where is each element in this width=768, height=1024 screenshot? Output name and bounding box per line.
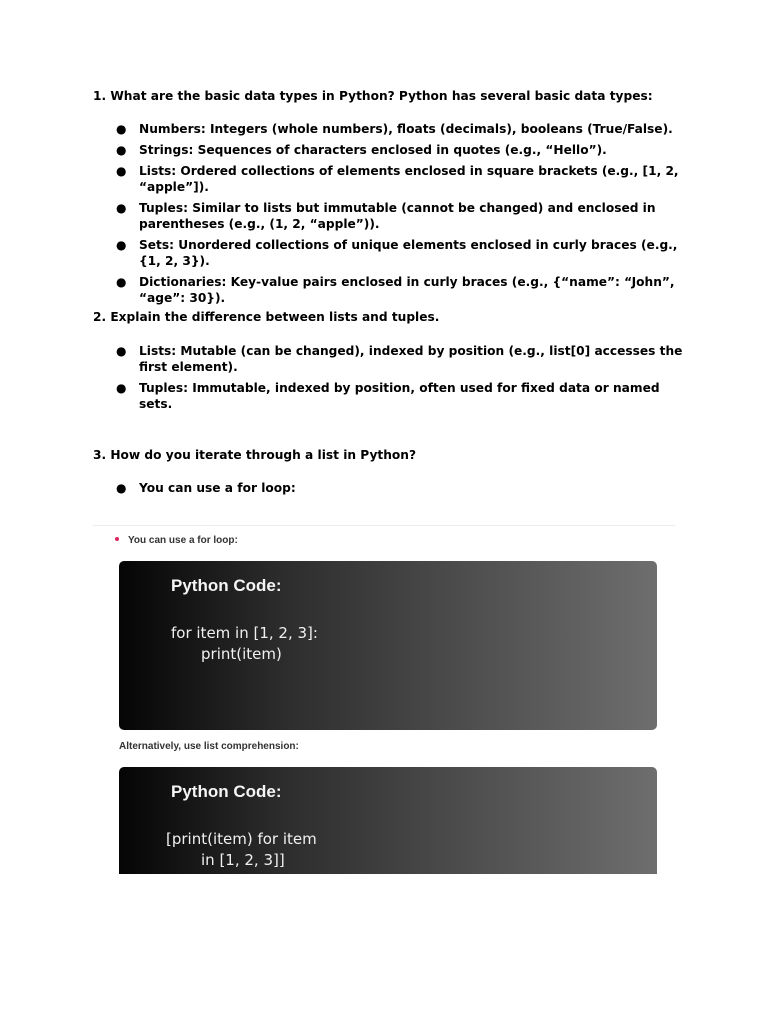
code-box-title: Python Code:: [171, 576, 282, 595]
list-item-text: You can use a for loop:: [139, 481, 296, 495]
bullet-icon: ●: [116, 238, 127, 252]
list-item: [93, 343, 683, 375]
question-1-heading: 1. What are the basic data types in Python? Python has several basic data types:: [93, 89, 653, 103]
list-item: [93, 142, 683, 158]
question-3-heading: 3. How do you iterate through a list in Python?: [93, 448, 417, 462]
bullet-icon: ●: [116, 275, 127, 289]
bullet-icon: ●: [116, 381, 127, 395]
bullet-icon: ●: [116, 201, 127, 215]
list-item: [93, 121, 683, 137]
list-item: [93, 237, 683, 269]
list-item: [93, 163, 683, 195]
code-line: [print(item) for item: [166, 830, 317, 848]
code-line: print(item): [201, 645, 282, 663]
list-item-text: Tuples: Immutable, indexed by position, often used for fixed data or named sets.: [139, 381, 660, 411]
question-2-list: [93, 343, 683, 417]
code-box-title: Python Code:: [171, 782, 282, 801]
bullet-icon: ●: [116, 143, 127, 157]
bullet-icon: ●: [116, 481, 127, 495]
divider: [93, 525, 675, 526]
bullet-icon: ●: [116, 164, 127, 178]
list-item: [93, 380, 683, 412]
list-item-text: Lists: Ordered collections of elements enclosed in square brackets (e.g., [1, 2, “apple”]).: [139, 164, 679, 194]
list-item-text: Strings: Sequences of characters enclosed in quotes (e.g., “Hello”).: [139, 143, 607, 157]
pink-bullet-icon: [115, 537, 119, 541]
embedded-code-screenshot: [93, 520, 675, 874]
question-1-list: [93, 121, 683, 311]
code-box-list-comprehension: [119, 767, 657, 874]
list-item-text: Numbers: Integers (whole numbers), floats (decimals), booleans (True/False).: [139, 122, 673, 136]
embedded-bullet-label: You can use a for loop:: [128, 535, 238, 546]
code-box-for-loop: [119, 561, 657, 730]
list-item: [93, 200, 683, 232]
list-item-text: Dictionaries: Key-value pairs enclosed in curly braces (e.g., {“name”: “John”, “age”: 30}).: [139, 275, 675, 305]
list-item-text: Sets: Unordered collections of unique elements enclosed in curly braces (e.g., {1, 2, 3}).: [139, 238, 678, 268]
list-item-text: Tuples: Similar to lists but immutable (cannot be changed) and enclosed in parentheses (e.g., (1, 2, “apple”)).: [139, 201, 656, 231]
question-2-heading: 2. Explain the difference between lists and tuples.: [93, 310, 440, 324]
list-item: [93, 480, 683, 496]
bullet-icon: ●: [116, 344, 127, 358]
list-item-text: Lists: Mutable (can be changed), indexed by position (e.g., list[0] accesses the first element).: [139, 344, 683, 374]
list-item: [93, 274, 683, 306]
embedded-bullet-text: [115, 535, 238, 546]
bullet-icon: ●: [116, 122, 127, 136]
question-3-list: [93, 480, 683, 501]
code-line: in [1, 2, 3]]: [201, 851, 285, 869]
code-line: for item in [1, 2, 3]:: [171, 624, 318, 642]
alternative-caption: Alternatively, use list comprehension:: [119, 741, 299, 752]
